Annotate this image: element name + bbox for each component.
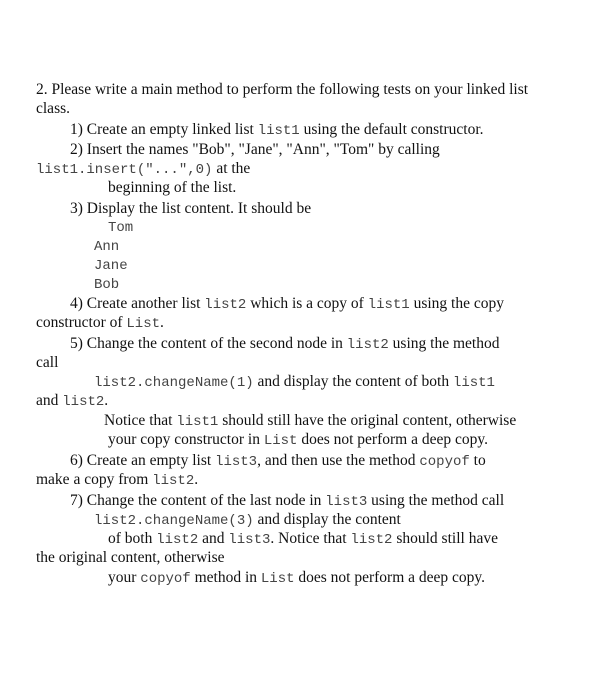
- text-line: of both list2 and list3. Notice that list2 should still have: [108, 530, 498, 548]
- text-line: Notice that list1 should still have the original content, otherwise: [104, 412, 517, 430]
- code-text: list2: [156, 532, 199, 548]
- code-text: copyof: [419, 454, 470, 470]
- text-line: call: [36, 354, 59, 371]
- text-line: list2.changeName(1) and display the content of both list1: [94, 373, 495, 391]
- text-line: class.: [36, 100, 71, 117]
- text-line: 7) Change the content of the last node in list3 using the method call: [70, 492, 505, 510]
- text-line: your copy constructor in List does not perform a deep copy.: [108, 431, 488, 449]
- code-text: list3: [215, 454, 258, 470]
- text-line: the original content, otherwise: [36, 549, 225, 566]
- code-text: Ann: [94, 239, 120, 255]
- text-line: and list2.: [36, 392, 109, 410]
- code-text: Tom: [108, 220, 134, 236]
- code-text: list3: [325, 494, 368, 510]
- code-text: list2: [62, 394, 105, 410]
- code-text: List: [126, 316, 160, 332]
- text-line: constructor of List.: [36, 314, 164, 332]
- text-line: your copyof method in List does not perform a deep copy.: [108, 569, 486, 587]
- code-text: list1.insert("...",0): [36, 162, 213, 178]
- list-output-line: [94, 255, 128, 276]
- code-text: Bob: [94, 277, 120, 293]
- text-line: 5) Change the content of the second node in list2 using the method: [70, 335, 500, 353]
- text-line: 6) Create an empty list list3, and then use the method copyof to: [70, 452, 486, 470]
- code-text: list2: [350, 532, 393, 548]
- text-line: 3) Display the list content. It should be: [70, 200, 312, 217]
- code-text: list2.changeName(1): [94, 375, 254, 391]
- code-text: list2.changeName(3): [94, 513, 254, 529]
- code-text: list2: [152, 473, 195, 489]
- text-line: list1.insert("...",0) at the: [36, 160, 251, 178]
- text-line: make a copy from list2.: [36, 471, 199, 489]
- text-line: 4) Create another list list2 which is a copy of list1 using the copy: [70, 295, 504, 313]
- text-line: 1) Create an empty linked list list1 using the default constructor.: [70, 121, 484, 139]
- code-text: list1: [452, 375, 495, 391]
- code-text: List: [263, 433, 298, 449]
- list-output-line: [108, 217, 133, 238]
- list-output-line: [94, 274, 119, 295]
- code-text: list1: [367, 297, 410, 313]
- code-text: list1: [176, 414, 219, 430]
- text-line: list2.changeName(3) and display the content: [94, 511, 401, 529]
- text-line: 2. Please write a main method to perform the following tests on your linked list: [36, 81, 529, 98]
- text-line: beginning of the list.: [108, 179, 237, 196]
- code-text: list2: [204, 297, 247, 313]
- text-line: 2) Insert the names "Bob", "Jane", "Ann", "Tom" by calling: [70, 141, 440, 158]
- list-output-line: [94, 236, 119, 257]
- code-text: list2: [346, 337, 389, 353]
- code-text: copyof: [140, 571, 191, 587]
- code-text: Jane: [94, 258, 128, 274]
- code-text: list1: [257, 123, 300, 139]
- code-text: list3: [228, 532, 271, 548]
- code-text: List: [260, 571, 295, 587]
